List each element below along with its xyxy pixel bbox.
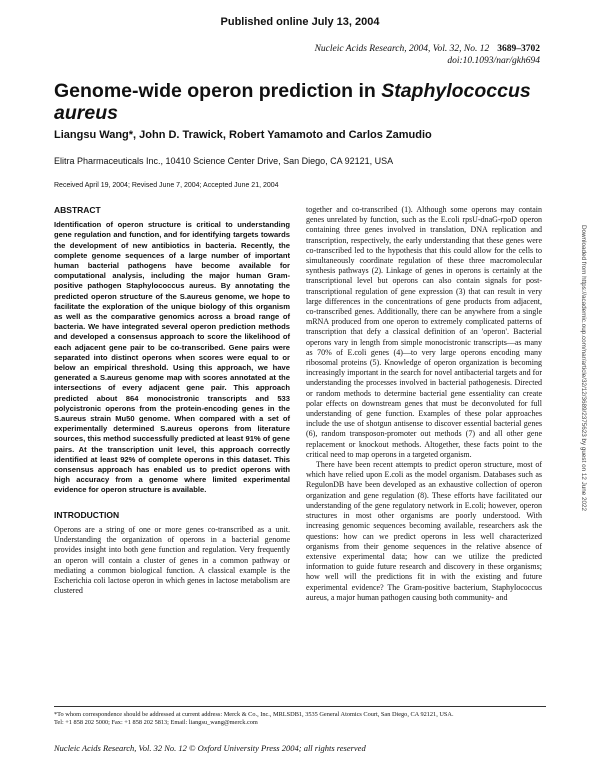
abstract-heading: ABSTRACT bbox=[54, 205, 101, 215]
affiliation: Elitra Pharmaceuticals Inc., 10410 Science Center Drive, San Diego, CA 92121, USA bbox=[54, 156, 394, 166]
footnote-contact: Tel: +1 858 202 5000; Fax: +1 858 202 5813; Email: liangsu_wang@merck.com bbox=[54, 719, 258, 726]
left-column bbox=[54, 205, 290, 596]
body-paragraph-1: together and co-transcribed (1). Although some operons may contain genes unrelated by function, such as the E.coli rpsU-dnaG-rpoD operon containing three genes involved in translation, DNA replication and transcription, respectively, the early understanding that these genes were co-transcribed led to the hypothesis that this could allow for the cells to simultaneously coordinate regulation of these three macromolecular synthesis pathways (2). Linkage of genes in operons is certainly at the transcriptional level but operons can also contain signals for post-transcriptional regulation of gene expression (3) that can result in very large differences in the concentrations of gene products from adjacent, co-transcribed genes. Additionally, there can be anywhere from a single mRNA produced from one operon to extremely complicated patterns of transcription that defy a classical definition of an 'operon'. Bacterial operons vary in length from simple monocistronic transcripts—as many as 70% of E.coli genes (4)—to very large operons encoding many ribosomal proteins (5). Knowledge of operon organization is becoming increasingly important in the search for novel antibacterial targets and for understanding the processes involved in bacterial pathogenesis. Directed or random methods to determine bacterial gene essentiality can create polar effects on downstream genes that must be deconvoluted for full understanding of gene function. Examples of these polar approaches include the use of shotgun antisense to discover essential bacterial genes (6), random transposon-promoter out methods (7) and all other gene replacement or knockout methods. Altogether, these facts point to the critical need to map operons in a targeted organism. bbox=[306, 205, 542, 459]
introduction-text: Operons are a string of one or more genes co-transcribed as a unit. Understanding the organization of operons in a bacterial genome provides insight into both gene function and regulation. Very frequently an operon will contain a cluster of genes in a common pathway or mediating a common biological function. A classical example is the Escherichia coli lactose operon in which genes in lactose metabolism are clustered bbox=[54, 524, 290, 596]
title-main: Genome-wide operon prediction in bbox=[54, 80, 382, 102]
page-range: 3689–3702 bbox=[497, 44, 540, 54]
journal-name: Nucleic Acids Research, 2004, Vol. 32, No. 12 bbox=[314, 44, 490, 54]
footnote-divider bbox=[54, 706, 546, 707]
doi-link[interactable]: doi:10.1093/nar/gkh694 bbox=[447, 56, 540, 66]
download-note: Downloaded from https://academic.oup.com/nar/article/32/12/3689/2375623 by guest on 12 June 2022 bbox=[580, 225, 587, 511]
journal-citation bbox=[315, 43, 540, 67]
publication-date: Published online July 13, 2004 bbox=[220, 16, 380, 28]
title-species: Staphylococcus aureus bbox=[54, 80, 531, 124]
right-column bbox=[306, 205, 542, 603]
introduction-heading: INTRODUCTION bbox=[54, 509, 120, 520]
abstract-text: Identification of operon structure is critical to understanding gene regulation and function, and for identifying targets towards the development of new antibiotics in bacteria. Recently, the complete genome sequences of a large number of important human bacterial pathogens have become available for computational analysis, including the major human Gram-positive pathogen Staphylococcus aureus. By annotating the predicted operon structure of the S.aureus genome, we hope to facilitate the exploration of the unique biology of this organism as well as the comparative genomics across a broad range of bacteria. We have integrated several operon prediction methods and developed a consensus approach to score the likelihood of each adjacent gene pair to be co-transcribed. Gene pairs were separated into distinct operons when scores were equal to or below an empirical threshold. Using this approach, we have generated a S.aureus genome map with scores annotated at the intersections of every adjacent gene pair. This approach predicted about 864 monocistronic transcripts and 533 polycistronic operons from the protein-encoding genes in the S.aureus strain Mu50 genome. When compared with a set of experimentally determined S.aureus operons from literature sources, this method successfully predicted at least 91% of gene pairs. At the transcription unit level, this approach correctly identified at least 92% of complete operons in this dataset. This consensus approach has enabled us to predict operons with high accuracy from a genome where limited experimental evidence for operon structure is available. bbox=[54, 220, 290, 495]
correspondence-footnote bbox=[54, 711, 554, 727]
author-list: Liangsu Wang*, John D. Trawick, Robert Yamamoto and Carlos Zamudio bbox=[54, 129, 432, 141]
body-paragraph-2: There have been recent attempts to predict operon structure, most of which have relied upon E.coli as the model organism. Databases such as RegulonDB have been developed as an exhaustive collection of operon organization and gene regulation (8). These efforts have facilitated our understanding of the gene regulatory network in E.coli; however, operon structures in most other organisms are poorly understood. With increasing genomic sequences becoming available, researchers ask the questions: how can we predict operons in less well characterized organisms from their genome sequences in the relative absence of extensive experimental data; how can we utilize the predicted information to guide future research and discovery in these organisms; how well will the predictions fit in with the existing and future experimental evidence? The Gram-positive bacterium, Staphylococcus aureus, a major human pathogen causing both community- and bbox=[306, 460, 542, 602]
paper-title bbox=[54, 80, 574, 124]
received-dates: Received April 19, 2004; Revised June 7, 2004; Accepted June 21, 2004 bbox=[54, 182, 279, 189]
copyright-footer: Nucleic Acids Research, Vol. 32 No. 12 © Oxford University Press 2004; all rights reserved bbox=[54, 743, 366, 753]
download-sidebar bbox=[575, 225, 591, 625]
footnote-address: *To whom correspondence should be addressed at current address: Merck & Co., Inc., MRLSDB1, 3535 General Atomics Court, San Diego, CA 92121, USA. bbox=[54, 711, 454, 718]
